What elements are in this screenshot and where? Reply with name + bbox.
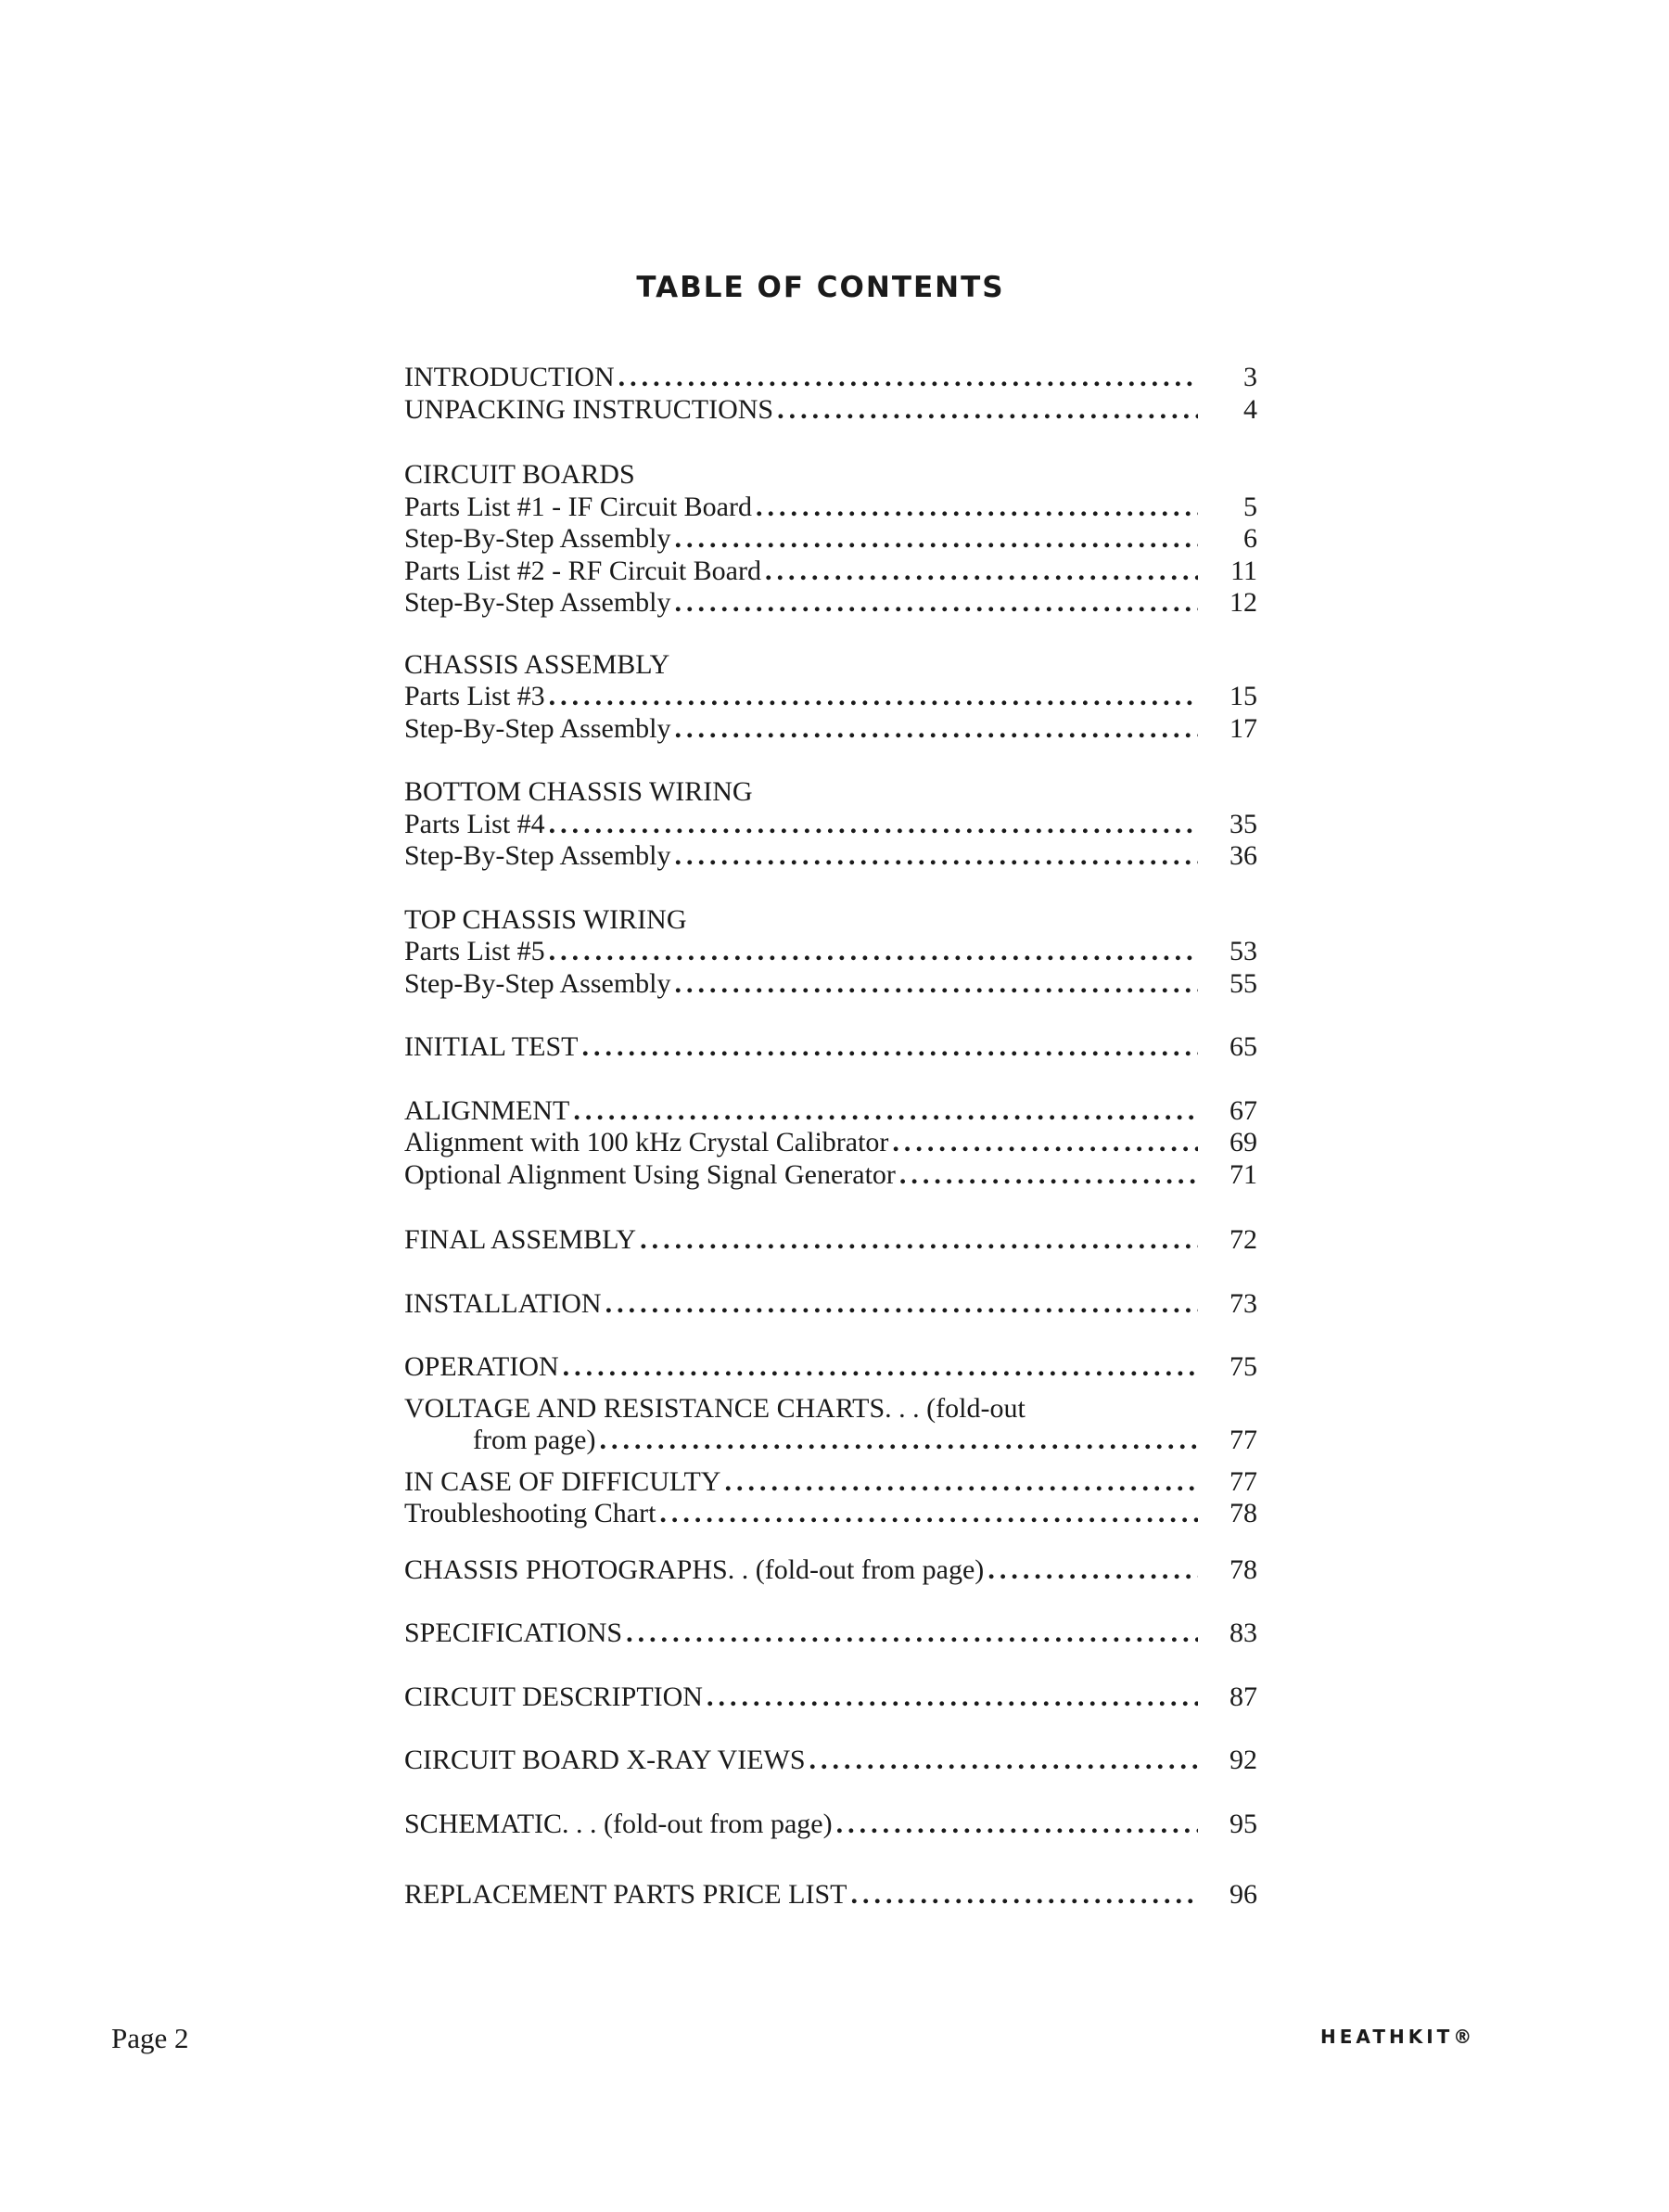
toc-entry[interactable] <box>404 1095 1257 1128</box>
toc-entry-label: SPECIFICATIONS <box>404 1617 623 1648</box>
toc-entry[interactable] <box>404 394 1257 427</box>
dot-leader <box>659 1498 1198 1529</box>
toc-entry-label: Troubleshooting Chart <box>404 1498 656 1528</box>
toc-section <box>404 1095 1257 1192</box>
brand-logo: HEATHKIT® <box>1320 2026 1476 2048</box>
dot-leader <box>605 1288 1198 1320</box>
toc-entry-label: from page) <box>473 1425 596 1455</box>
toc-entry[interactable] <box>404 1031 1257 1064</box>
toc-entry-label: INITIAL TEST <box>404 1031 579 1062</box>
toc-section <box>404 904 1257 1001</box>
toc-entry-page: 96 <box>1229 1879 1257 1910</box>
toc-entry-label: Parts List #4 <box>404 808 545 839</box>
toc-entry[interactable] <box>404 523 1257 556</box>
toc-section <box>404 1288 1257 1321</box>
toc-entry[interactable] <box>404 1745 1257 1777</box>
toc-entry-page: 4 <box>1243 393 1257 425</box>
toc-section-heading: BOTTOM CHASSIS WIRING <box>404 776 753 807</box>
toc-entry-page: 75 <box>1229 1351 1257 1382</box>
toc-entry[interactable] <box>404 587 1257 620</box>
toc-entry-page: 73 <box>1229 1287 1257 1319</box>
toc-entry-label: SCHEMATIC. . . (fold-out from page) <box>404 1808 833 1839</box>
toc-section-heading: TOP CHASSIS WIRING <box>404 903 687 935</box>
toc-entry-label: REPLACEMENT PARTS PRICE LIST <box>404 1879 847 1910</box>
page-title: TABLE OF CONTENTS <box>636 271 1005 304</box>
toc-entry-label: CIRCUIT BOARD X-RAY VIEWS <box>404 1745 806 1775</box>
toc-section <box>404 394 1257 427</box>
page-number: Page 2 <box>111 2022 189 2054</box>
dot-leader <box>850 1879 1198 1911</box>
toc-entry[interactable] <box>404 809 1257 841</box>
toc-entry-label: Parts List #3 <box>404 681 545 711</box>
toc-entry-label: Parts List #1 - IF Circuit Board <box>404 491 752 522</box>
toc-entry-page: 72 <box>1229 1224 1257 1255</box>
toc-section <box>404 1554 1257 1587</box>
toc-entry-page: 87 <box>1229 1681 1257 1712</box>
toc-entry-page: 67 <box>1229 1094 1257 1126</box>
toc-entry-label: INSTALLATION <box>404 1287 602 1319</box>
toc-entry[interactable] <box>404 936 1257 968</box>
dot-leader <box>563 1351 1198 1383</box>
toc-entry-page: 15 <box>1229 681 1257 711</box>
toc-entry-page: 83 <box>1229 1617 1257 1648</box>
toc-section <box>404 362 1257 394</box>
dot-leader <box>777 394 1198 426</box>
dot-leader <box>549 681 1198 712</box>
dot-leader <box>707 1681 1198 1713</box>
dot-leader <box>675 968 1198 1000</box>
dot-leader <box>549 936 1198 967</box>
toc-entry[interactable] <box>404 1466 1257 1499</box>
toc-section <box>404 1745 1257 1777</box>
toc-entry[interactable] <box>404 1809 1257 1841</box>
toc-section <box>404 1809 1257 1841</box>
toc-section <box>404 776 1257 873</box>
toc-entry-label: CIRCUIT DESCRIPTION <box>404 1681 703 1712</box>
toc-section <box>404 1466 1257 1530</box>
toc-entry-label: Step-By-Step Assembly <box>404 587 671 618</box>
toc-entry-label: Alignment with 100 kHz Crystal Calibrator <box>404 1127 889 1157</box>
toc-section <box>404 1681 1257 1714</box>
dot-leader <box>549 809 1198 840</box>
toc-entry-page: 77 <box>1229 1425 1257 1455</box>
toc-entry[interactable] <box>404 968 1257 1001</box>
toc-section <box>404 649 1257 746</box>
dot-leader <box>836 1809 1198 1840</box>
toc-entry[interactable] <box>404 1498 1257 1530</box>
toc-entry-page: 3 <box>1243 362 1257 392</box>
toc-entry-label: UNPACKING INSTRUCTIONS <box>404 393 774 425</box>
toc-entry[interactable] <box>404 1879 1257 1912</box>
toc-section-heading: VOLTAGE AND RESISTANCE CHARTS. . . (fold-out <box>404 1392 1026 1424</box>
toc-entry-page: 36 <box>1229 840 1257 871</box>
dot-leader <box>675 713 1198 745</box>
toc-entry[interactable] <box>404 713 1257 746</box>
dot-leader <box>573 1095 1198 1127</box>
toc-entry[interactable] <box>404 1681 1257 1714</box>
toc-entry[interactable] <box>404 1127 1257 1159</box>
toc-entry-label: Step-By-Step Assembly <box>404 967 671 999</box>
toc-entry[interactable] <box>404 1288 1257 1321</box>
toc-section <box>404 1351 1257 1384</box>
toc-entry[interactable] <box>404 1554 1257 1587</box>
dot-leader <box>809 1745 1198 1776</box>
toc-entry-label: Step-By-Step Assembly <box>404 840 671 871</box>
toc-entry[interactable] <box>404 1617 1257 1650</box>
toc-entry-label: Optional Alignment Using Signal Generator <box>404 1158 896 1190</box>
toc-entry-label: INTRODUCTION <box>404 362 615 392</box>
toc-entry-label: Parts List #5 <box>404 936 545 966</box>
dot-leader <box>675 587 1198 619</box>
toc-entry-page: 17 <box>1229 712 1257 744</box>
toc-entry-page: 69 <box>1229 1127 1257 1157</box>
toc-section <box>404 1393 1257 1457</box>
toc-entry-page: 55 <box>1229 967 1257 999</box>
table-of-contents <box>404 362 1257 1912</box>
dot-leader <box>899 1159 1198 1191</box>
dot-leader <box>618 362 1198 393</box>
toc-entry[interactable] <box>404 556 1257 588</box>
toc-entry[interactable] <box>404 362 1257 394</box>
toc-entry[interactable] <box>404 1159 1257 1192</box>
toc-entry-label: IN CASE OF DIFFICULTY <box>404 1465 721 1497</box>
toc-entry-page: 77 <box>1229 1465 1257 1497</box>
dot-leader <box>756 492 1198 523</box>
dot-leader <box>765 556 1198 587</box>
toc-entry[interactable] <box>404 1224 1257 1257</box>
dot-leader <box>640 1224 1198 1256</box>
dot-leader <box>724 1466 1198 1498</box>
toc-section <box>404 1879 1257 1912</box>
toc-entry-label: Step-By-Step Assembly <box>404 712 671 744</box>
dot-leader <box>675 523 1198 555</box>
dot-leader <box>675 840 1198 872</box>
toc-section <box>404 1224 1257 1257</box>
dot-leader <box>892 1127 1198 1158</box>
dot-leader <box>626 1617 1198 1649</box>
toc-entry-page: 6 <box>1243 523 1257 554</box>
toc-section-heading: CIRCUIT BOARDS <box>404 459 635 490</box>
toc-entry[interactable] <box>404 492 1257 524</box>
toc-entry-label: Parts List #2 - RF Circuit Board <box>404 555 761 586</box>
toc-entry[interactable] <box>404 1351 1257 1384</box>
toc-entry-page: 5 <box>1243 491 1257 522</box>
toc-entry-page: 71 <box>1229 1158 1257 1190</box>
toc-entry[interactable] <box>404 840 1257 873</box>
toc-entry-page: 11 <box>1230 555 1257 586</box>
toc-entry-page: 53 <box>1229 936 1257 966</box>
dot-leader <box>581 1031 1198 1063</box>
toc-entry-page: 65 <box>1229 1031 1257 1062</box>
toc-section <box>404 459 1257 620</box>
toc-section <box>404 1617 1257 1650</box>
toc-entry[interactable] <box>404 681 1257 713</box>
toc-entry-label: FINAL ASSEMBLY <box>404 1224 637 1255</box>
toc-entry-label: Step-By-Step Assembly <box>404 523 671 554</box>
toc-entry-page: 78 <box>1229 1498 1257 1528</box>
toc-entry-label: CHASSIS PHOTOGRAPHS. . (fold-out from page) <box>404 1554 985 1585</box>
toc-entry-label: ALIGNMENT <box>404 1094 570 1126</box>
toc-entry-page: 35 <box>1229 808 1257 839</box>
toc-entry-page: 12 <box>1229 587 1257 618</box>
dot-leader <box>987 1554 1198 1586</box>
toc-section-heading: CHASSIS ASSEMBLY <box>404 648 670 680</box>
toc-entry[interactable] <box>404 1425 1257 1457</box>
toc-entry-page: 92 <box>1229 1745 1257 1775</box>
dot-leader <box>599 1425 1198 1456</box>
toc-entry-page: 78 <box>1229 1554 1257 1585</box>
toc-section <box>404 1031 1257 1064</box>
toc-entry-page: 95 <box>1229 1808 1257 1839</box>
toc-entry-label: OPERATION <box>404 1351 559 1382</box>
